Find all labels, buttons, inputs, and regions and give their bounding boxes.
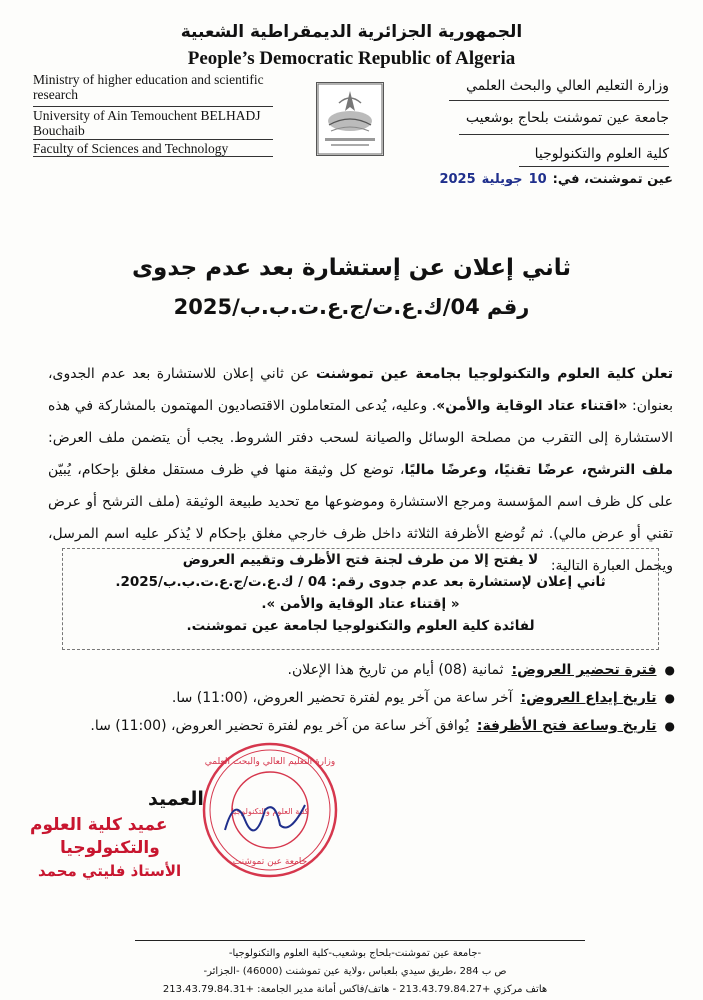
date-year: 2025	[439, 172, 476, 187]
body-faculty: كلية العلوم والتكنولوجيا بجامعة عين تموشنت	[315, 366, 635, 382]
date-line	[439, 172, 673, 187]
body-text: عن ثاني إعلان للاستشارة بعد عدم الجدوى، بعنوان:	[48, 366, 673, 414]
deadline-list	[35, 656, 675, 740]
stamp-text: كلية العلوم والتكنولوجيا	[231, 807, 309, 816]
list-item-text: ثمانية (08) أيام من تاريخ هذا الإعلان.	[287, 662, 504, 678]
list-item-label: تاريخ وساعة فتح الأظرفة:	[476, 718, 657, 734]
right-header-rule	[449, 100, 669, 101]
date-label: عين تموشنت، في:	[552, 172, 673, 187]
ministry-arabic: وزارة التعليم العالي والبحث العلمي	[466, 78, 669, 94]
signature-icon	[220, 790, 310, 840]
footer-line: -جامعة عين تموشنت-بلحاج بوشعيب-كلية العلوم والتكنولوجيا-	[228, 948, 482, 959]
body-file-contents: ملف الترشح، عرضًا تقنيًا، وعرضًا ماليًا	[404, 462, 674, 478]
stamp-text: جامعة عين تموشنت	[232, 857, 308, 867]
list-item	[35, 712, 675, 740]
republic-arabic: الجمهورية الجزائرية الديمقراطية الشعبية	[180, 22, 523, 42]
faculty-english: Faculty of Sciences and Technology	[33, 139, 273, 156]
body-text: . وعليه، يُدعى المتعاملون الاقتصاديون المهتمون بالمشاركة في هذه الاستشارة إلى التقرب من مصلحة الوسائل والصيانة لسحب دفتر الشروط. يجب أن يتضمن ملف العرض:	[48, 398, 673, 446]
announcement-number: رقم 04/ك.ع.ت/ج.ع.ت.ب.ب/2025	[173, 295, 530, 319]
announcement-title: ثاني إعلان عن إستشارة بعد عدم جدوى	[131, 255, 572, 281]
signature-line: عميد كلية العلوم	[30, 815, 168, 835]
date-month: جويلية	[481, 172, 523, 187]
list-item	[35, 684, 675, 712]
signature-name: الأستاذ فليتي محمد	[38, 862, 182, 880]
university-logo-icon	[317, 83, 383, 155]
signature-line: والتكنولوجيا	[60, 838, 160, 858]
envelope-inscription-box	[62, 548, 659, 650]
ministry-english: Ministry of higher education and scientific research	[33, 72, 264, 102]
stamp-text: وزارة التعليم العالي والبحث العلمي	[204, 757, 336, 767]
republic-english: People’s Democratic Republic of Algeria	[187, 48, 516, 69]
footer-rule	[135, 940, 585, 941]
envelope-line: « إقتناء عتاد الوقاية والأمن ».	[261, 596, 460, 612]
footer-phone: هاتف مركزي +213.43.79.84.27 - هاتف/فاكس أمانة مدير الجامعة: +213.43.79.84.31	[162, 984, 548, 995]
bullet-icon: ●	[664, 691, 675, 705]
body-lead: تعلن	[641, 366, 674, 382]
bullet-icon: ●	[664, 719, 675, 733]
envelope-line: ثاني إعلان لإستشارة بعد عدم جدوى رقم: 04 / ك.ع.ت/ج.ع.ت.ب.ب/2025.	[115, 574, 606, 590]
right-header-rule	[459, 134, 669, 135]
bullet-icon: ●	[664, 663, 675, 677]
list-item-text: يُوافق آخر ساعة من آخر يوم لفترة تحضير العروض، (11:00) سا.	[90, 718, 469, 734]
list-item-label: فترة تحضير العروض:	[511, 662, 657, 678]
university-logo	[316, 82, 384, 156]
list-item-text: آخر ساعة من آخر يوم لفترة تحضير العروض، (11:00) سا.	[171, 690, 513, 706]
envelope-line: لا يفتح إلا من طرف لجنة فتح الأظرف وتقييم العروض	[182, 552, 539, 568]
envelope-line: لفائدة كلية العلوم والتكنولوجيا لجامعة عين تموشنت.	[186, 618, 535, 634]
list-item	[35, 656, 675, 684]
dean-title: العميد	[148, 788, 204, 810]
body-text: ، توضع كل وثيقة منها في ظرف مستقل مغلق بإحكام، يُبيّن على كل ظرف اسم المؤسسة ومرجع الاستشارة وموضوعها مع تحديد طبيعة الوثيقة (ملف الترشح أو عرض تقني أو عرض مالي). ثم تُوضع الأظرفة الثلاثة داخل ظرف خارجي مغلق بإحكام لا يُذكر عليه اسم المرسل، ويحمل العبارة التالية:	[48, 462, 673, 574]
faculty-arabic: كلية العلوم والتكنولوجيا	[534, 146, 669, 162]
handwritten-signature	[220, 790, 310, 840]
list-item-label: تاريخ إيداع العروض:	[520, 690, 657, 706]
left-header-rule	[33, 156, 273, 157]
right-header-rule	[519, 166, 669, 167]
footer-address: ص ب 284 ،طريق سيدي بلعباس ،ولاية عين تموشنت (46000) -الجزائر-	[203, 966, 507, 977]
body-subject: «اقتناء عتاد الوقاية والأمن»	[436, 398, 628, 414]
university-english: University of Ain Temouchent BELHADJ Bouchaib	[33, 106, 273, 138]
date-day: 10	[528, 172, 547, 187]
university-arabic: جامعة عين تموشنت بلحاج بوشعيب	[465, 110, 669, 126]
